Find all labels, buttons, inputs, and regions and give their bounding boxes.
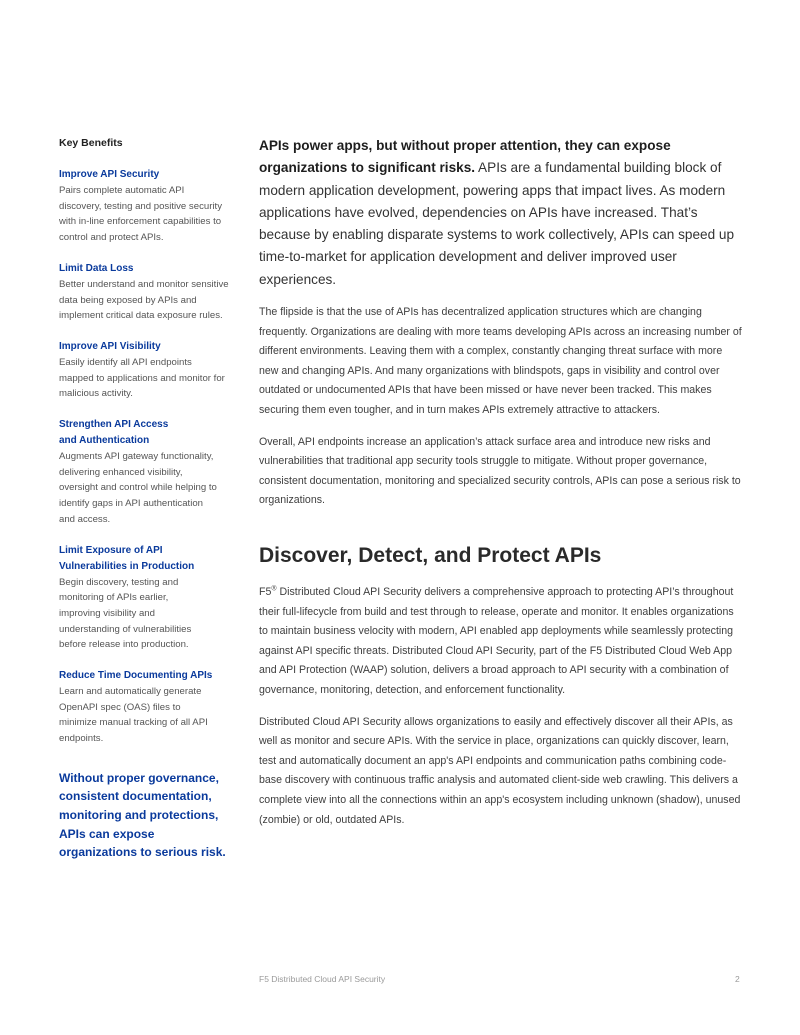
benefit-title: Improve API Security — [59, 169, 160, 180]
lead-bold-text: APIs power apps, but without proper attention, they can expose organizations to significant risks. — [259, 138, 671, 176]
benefit-text: Better understand and monitor sensitive data being exposed by APIs and implement critical data exposure rules. — [59, 278, 229, 322]
section-heading: Discover, Detect, and Protect APIs — [259, 544, 602, 568]
benefit-item — [59, 167, 229, 246]
lead-text: APIs are a fundamental building block of modern application development, powering apps that impact lives. As modern applications have evolved, dependencies on APIs have increased. That’s because by enabling disparate systems to work collectively, APIs can speed up time-to-market for application development and deliver improved user experiences. — [259, 160, 735, 287]
lead-paragraph — [259, 135, 743, 291]
page-number: 2 — [735, 974, 740, 984]
footer-title: F5 Distributed Cloud API Security — [259, 974, 386, 984]
benefit-text: Augments API gateway functionality, delivering enhanced visibility, oversight and control while helping to identify gaps in API authentication and access. — [59, 451, 217, 525]
benefit-item — [59, 543, 229, 654]
key-benefits-title: Key Benefits — [59, 137, 123, 149]
callout-quote: Without proper governance, consistent documentation, monitoring and protections, APIs can expose organizations to serious risk. — [59, 770, 226, 860]
body-paragraph-3-text: Distributed Cloud API Security delivers a comprehensive approach to protecting API’s throughout their full-lifecycle from build and test through to release, operate and monitor. It enables organizations to maintain business velocity with modern, API enabled app deployments while seamlessly protecting against API specific threats. Distributed Cloud API Security, part of the F5 Distributed Cloud Web App and API Protection (WAAP) solution, delivers a broad approach to API security with a combination of governance, monitoring, detection, and enforcement functionality. — [259, 586, 734, 696]
benefit-text: Pairs complete automatic API discovery, testing and positive security with in-line enforcement capabilities to control and protect APIs. — [59, 185, 222, 244]
brand-text: F5 — [259, 586, 272, 599]
benefit-title: Improve API Visibility — [59, 340, 161, 352]
benefit-item — [59, 417, 229, 528]
benefit-title: Limit Data Loss — [59, 262, 134, 274]
body-paragraph-2: Overall, API endpoints increase an application’s attack surface area and introduce new risks and vulnerabilities that traditional app security tools struggle to mitigate. Without proper governance, consistent documentation, monitoring and specialized security controls, APIs can pose a serious risk to organizations. — [259, 435, 741, 507]
body-paragraph-4: Distributed Cloud API Security allows organizations to easily and effectively discover all their APIs, as well as monitor and secure APIs. With the service in place, organizations can quickly discover, learn, test and automatically document an app's API endpoints and communication paths combining code-base discovery with continuous traffic analysis and automated client-side web crawling. This delivers a complete view into all the connections within an app's ecosystem including unknown (shadow), unused (zombie) or old, outdated APIs. — [259, 715, 741, 826]
benefit-title: Reduce Time Documenting APIs — [59, 670, 213, 682]
benefit-item — [59, 261, 229, 324]
benefit-text: Begin discovery, testing and monitoring of APIs earlier, improving visibility and understanding of vulnerabilities before release into production. — [59, 576, 192, 651]
registered-mark: ® — [271, 585, 277, 593]
benefit-item — [59, 668, 229, 747]
benefit-title: Strengthen API Access and Authentication — [59, 419, 169, 447]
key-benefits-sidebar — [59, 137, 229, 862]
benefit-text: Learn and automatically generate OpenAPI spec (OAS) files to minimize manual tracking of all API endpoints. — [59, 686, 208, 745]
benefit-title: Limit Exposure of API Vulnerabilities in Production — [59, 544, 195, 572]
main-content — [259, 135, 743, 842]
body-paragraph-3 — [259, 583, 743, 701]
benefit-text: Easily identify all API endpoints mapped to applications and monitor for malicious activity. — [59, 356, 225, 400]
body-paragraph-1: The flipside is that the use of APIs has decentralized application structures which are changing frequently. Organizations are dealing with more teams developing APIs across an increasing number of different environments. Leaving them with a complex, constantly changing threat surface with more new and changing APIs. And many organizations with blindspots, gaps in visibility and control over outdated or undocumented APIs that have been missed or have never been tracked. This makes securing them even tougher, and in turn makes APIs extremely attractive to attackers. — [259, 306, 742, 417]
benefit-item — [59, 339, 229, 402]
